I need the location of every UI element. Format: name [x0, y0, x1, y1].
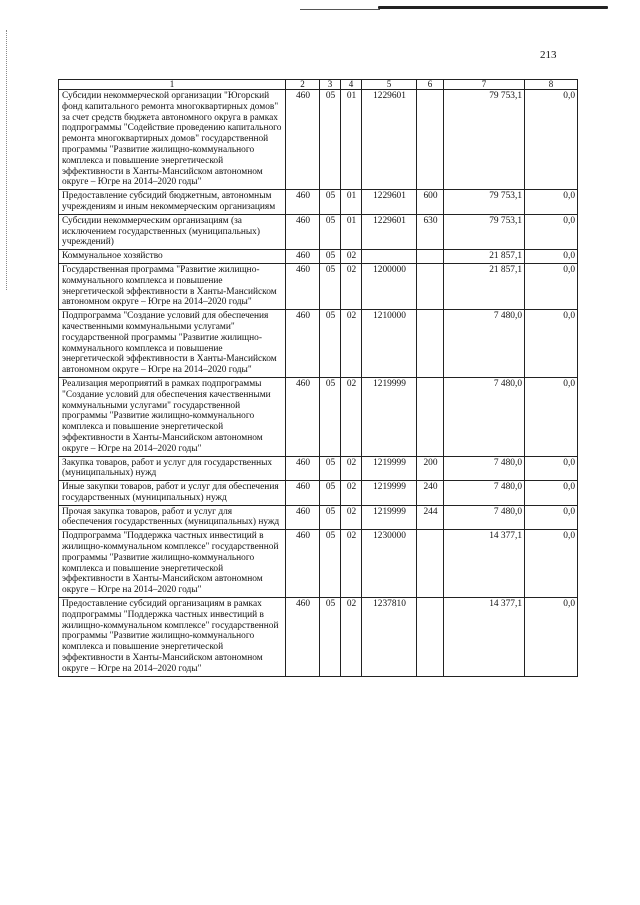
table-row [59, 598, 578, 677]
row-name: Субсидии некоммерческим организациям (за исключением государственных (муниципальных) учреждений) [59, 214, 286, 249]
table-row [59, 530, 578, 598]
cell-expense-type: 240 [417, 481, 444, 506]
margin-marks [6, 30, 11, 290]
cell-subsection: 01 [341, 90, 362, 190]
cell-expense-type: 200 [417, 456, 444, 481]
table-row [59, 505, 578, 530]
cell-target-article [362, 250, 417, 264]
cell-expense-type [417, 377, 444, 456]
cell-amount: 14 377,1 [444, 598, 525, 677]
cell-amount: 7 480,0 [444, 481, 525, 506]
cell-amount-2: 0,0 [525, 505, 578, 530]
cell-ministry-code: 460 [286, 481, 320, 506]
cell-amount-2: 0,0 [525, 377, 578, 456]
cell-target-article: 1230000 [362, 530, 417, 598]
header-cell: 3 [320, 80, 341, 90]
cell-subsection: 02 [341, 598, 362, 677]
budget-table [58, 79, 578, 677]
row-name: Подпрограмма "Поддержка частных инвестиций в жилищно-коммунальном комплексе" государственной программы "Развитие жилищно-коммунального комплекса и повышение энергетической эффективности в Ханты-Мансийском автономном округе – Югре на 2014–2020 годы" [59, 530, 286, 598]
table-row [59, 481, 578, 506]
cell-amount: 79 753,1 [444, 190, 525, 215]
table-row [59, 263, 578, 309]
cell-ministry-code: 460 [286, 598, 320, 677]
cell-ministry-code: 460 [286, 263, 320, 309]
cell-amount-2: 0,0 [525, 190, 578, 215]
table-row [59, 90, 578, 190]
row-name: Прочая закупка товаров, работ и услуг для обеспечения государственных (муниципальных) нужд [59, 505, 286, 530]
row-name: Закупка товаров, работ и услуг для государственных (муниципальных) нужд [59, 456, 286, 481]
cell-section: 05 [320, 481, 341, 506]
cell-ministry-code: 460 [286, 505, 320, 530]
cell-section: 05 [320, 505, 341, 530]
table-row [59, 456, 578, 481]
cell-subsection: 02 [341, 456, 362, 481]
cell-section: 05 [320, 598, 341, 677]
cell-expense-type [417, 310, 444, 378]
cell-amount-2: 0,0 [525, 250, 578, 264]
row-name: Предоставление субсидий организациям в рамках подпрограммы "Поддержка частных инвестиций в жилищно-коммунальном комплексе" государственной программы "Развитие жилищно-коммунального комплекса и повышение энергетической эффективности в Ханты-Мансийском автономном округе – Югре на 2014–2020 годы" [59, 598, 286, 677]
cell-expense-type: 630 [417, 214, 444, 249]
header-row [59, 80, 578, 90]
cell-target-article: 1229601 [362, 214, 417, 249]
cell-ministry-code: 460 [286, 530, 320, 598]
table-row [59, 250, 578, 264]
row-name: Субсидии некоммерческой организации "Югорский фонд капитального ремонта многоквартирных домов" за счет средств бюджета автономного округа в рамках подпрограммы "Содействие проведению капитального ремонта многоквартирных домов" государственной программы "Развитие жилищно-коммунального комплекса и повышение энергетической эффективности в Ханты-Мансийском автономном округе – Югре на 2014–2020 годы" [59, 90, 286, 190]
cell-ministry-code: 460 [286, 214, 320, 249]
row-name: Коммунальное хозяйство [59, 250, 286, 264]
cell-subsection: 02 [341, 530, 362, 598]
cell-target-article: 1229601 [362, 190, 417, 215]
cell-section: 05 [320, 214, 341, 249]
cell-subsection: 02 [341, 250, 362, 264]
cell-ministry-code: 460 [286, 310, 320, 378]
cell-subsection: 01 [341, 214, 362, 249]
cell-section: 05 [320, 263, 341, 309]
cell-amount-2: 0,0 [525, 90, 578, 190]
table-body [59, 90, 578, 677]
cell-ministry-code: 460 [286, 190, 320, 215]
cell-amount: 7 480,0 [444, 377, 525, 456]
cell-section: 05 [320, 190, 341, 215]
cell-expense-type [417, 263, 444, 309]
cell-amount: 14 377,1 [444, 530, 525, 598]
header-cell: 7 [444, 80, 525, 90]
cell-target-article: 1237810 [362, 598, 417, 677]
cell-amount: 79 753,1 [444, 90, 525, 190]
cell-target-article: 1229601 [362, 90, 417, 190]
cell-amount-2: 0,0 [525, 530, 578, 598]
table-row [59, 310, 578, 378]
cell-amount-2: 0,0 [525, 598, 578, 677]
cell-subsection: 02 [341, 377, 362, 456]
cell-section: 05 [320, 310, 341, 378]
cell-amount: 7 480,0 [444, 456, 525, 481]
table-row [59, 214, 578, 249]
table-row [59, 190, 578, 215]
cell-amount: 7 480,0 [444, 310, 525, 378]
table-header [59, 80, 578, 90]
cell-subsection: 02 [341, 310, 362, 378]
row-name: Предоставление субсидий бюджетным, автономным учреждениям и иным некоммерческим организациям [59, 190, 286, 215]
cell-section: 05 [320, 456, 341, 481]
cell-subsection: 02 [341, 505, 362, 530]
cell-expense-type: 244 [417, 505, 444, 530]
header-cell: 1 [59, 80, 286, 90]
row-name: Иные закупки товаров, работ и услуг для обеспечения государственных (муниципальных) нужд [59, 481, 286, 506]
cell-subsection: 02 [341, 263, 362, 309]
cell-amount: 21 857,1 [444, 263, 525, 309]
cell-subsection: 02 [341, 481, 362, 506]
cell-section: 05 [320, 90, 341, 190]
cell-ministry-code: 460 [286, 250, 320, 264]
cell-amount-2: 0,0 [525, 481, 578, 506]
cell-ministry-code: 460 [286, 377, 320, 456]
cell-section: 05 [320, 250, 341, 264]
page-number: 213 [540, 49, 557, 61]
cell-section: 05 [320, 377, 341, 456]
cell-target-article: 1219999 [362, 481, 417, 506]
cell-amount-2: 0,0 [525, 214, 578, 249]
header-cell: 5 [362, 80, 417, 90]
cell-amount: 21 857,1 [444, 250, 525, 264]
header-cell: 8 [525, 80, 578, 90]
cell-expense-type [417, 250, 444, 264]
scan-artifact [378, 6, 608, 9]
cell-amount-2: 0,0 [525, 310, 578, 378]
cell-ministry-code: 460 [286, 456, 320, 481]
cell-target-article: 1210000 [362, 310, 417, 378]
cell-expense-type [417, 90, 444, 190]
row-name: Государственная программа "Развитие жилищно-коммунального комплекса и повышение энергетической эффективности в Ханты-Мансийском автономном округе – Югре на 2014–2020 годы" [59, 263, 286, 309]
row-name: Реализация мероприятий в рамках подпрограммы "Создание условий для обеспечения качественными коммунальными услугами" государственной программы "Развитие жилищно-коммунального комплекса и повышение энергетической эффективности в Ханты-Мансийском автономном округе – Югре на 2014–2020 годы" [59, 377, 286, 456]
cell-target-article: 1219999 [362, 377, 417, 456]
cell-ministry-code: 460 [286, 90, 320, 190]
cell-amount: 7 480,0 [444, 505, 525, 530]
cell-target-article: 1219999 [362, 456, 417, 481]
cell-target-article: 1200000 [362, 263, 417, 309]
cell-amount: 79 753,1 [444, 214, 525, 249]
table-row [59, 377, 578, 456]
header-cell: 2 [286, 80, 320, 90]
header-cell: 4 [341, 80, 362, 90]
cell-expense-type: 600 [417, 190, 444, 215]
cell-expense-type [417, 598, 444, 677]
row-name: Подпрограмма "Создание условий для обеспечения качественными коммунальными услугами" государственной программы "Развитие жилищно-коммунального комплекса и повышение энергетической эффективности в Ханты-Мансийском автономном округе – Югре на 2014–2020 годы" [59, 310, 286, 378]
cell-subsection: 01 [341, 190, 362, 215]
cell-section: 05 [320, 530, 341, 598]
header-cell: 6 [417, 80, 444, 90]
cell-amount-2: 0,0 [525, 263, 578, 309]
scan-artifact [300, 9, 380, 10]
cell-expense-type [417, 530, 444, 598]
cell-amount-2: 0,0 [525, 456, 578, 481]
cell-target-article: 1219999 [362, 505, 417, 530]
